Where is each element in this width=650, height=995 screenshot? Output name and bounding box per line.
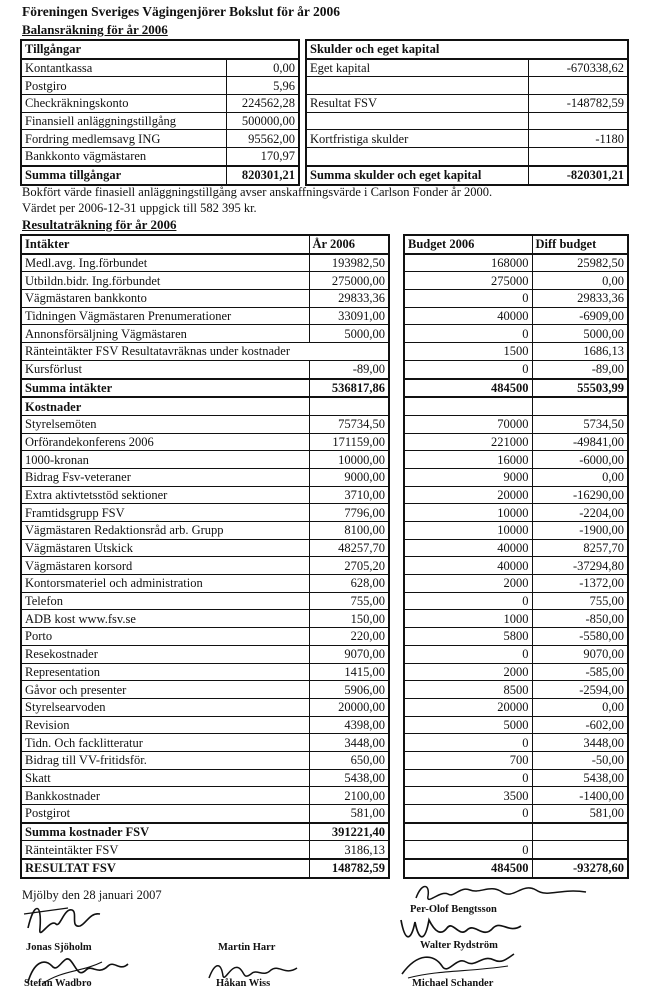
income-year: 5000,00: [309, 325, 389, 343]
table-row: [21, 805, 389, 823]
table-row: [21, 290, 389, 308]
table-row: [404, 751, 628, 769]
table-row: [404, 433, 628, 451]
cost-budget: 16000: [404, 451, 532, 469]
income-diff: 25982,50: [532, 254, 628, 272]
table-row: [21, 823, 389, 841]
cost-year: 3448,00: [309, 734, 389, 752]
liability-value: -670338,62: [528, 59, 628, 77]
cost-budget: 0: [404, 734, 532, 752]
empty-cell: [404, 397, 532, 415]
cost-label: Styrelsearvoden: [21, 698, 309, 716]
asset-value: 95562,00: [226, 130, 299, 148]
cost-budget: 5800: [404, 628, 532, 646]
table-row: [21, 379, 389, 398]
cost-label: 1000-kronan: [21, 451, 309, 469]
cost-label: Styrelsemöten: [21, 415, 309, 433]
cost-diff: 0,00: [532, 698, 628, 716]
assets-total-value: 820301,21: [226, 166, 299, 185]
assets-header: Tillgångar: [21, 40, 299, 59]
cost-label: Vägmästaren Redaktionsråd arb. Grupp: [21, 522, 309, 540]
table-row: [404, 805, 628, 823]
cost-year: 628,00: [309, 575, 389, 593]
table-row: [404, 769, 628, 787]
income-table: [20, 234, 390, 879]
table-row: [21, 415, 389, 433]
table-row: [21, 698, 389, 716]
liabilities-header: Skulder och eget kapital: [306, 40, 628, 59]
table-row: [306, 130, 628, 148]
cost-diff: 3448,00: [532, 734, 628, 752]
cost-diff: -602,00: [532, 716, 628, 734]
note-book-value: Bokfört värde finasiell anläggningstillgång avser anskaffningsvärde i Carlson Fonder år 2000.: [22, 185, 493, 199]
liability-value: [528, 148, 628, 166]
income-diff: 5000,00: [532, 325, 628, 343]
asset-value: 224562,28: [226, 95, 299, 113]
income-label: Tidningen Vägmästaren Prenumerationer: [21, 307, 309, 325]
signature-michael: [398, 948, 518, 982]
document-title: Föreningen Sveriges Vägingenjörer Bokslut för år 2006: [22, 4, 341, 19]
income-total-budget: 484500: [404, 379, 532, 398]
budget-col-diff: Diff budget: [532, 235, 628, 254]
table-row: [21, 272, 389, 290]
table-row: [404, 716, 628, 734]
table-row: [21, 539, 389, 557]
income-budget: 0: [404, 290, 532, 308]
income-budget: 40000: [404, 307, 532, 325]
income-label: Utbildn.bidr. Ing.förbundet: [21, 272, 309, 290]
table-row: [404, 592, 628, 610]
table-row: [21, 148, 299, 166]
table-row: [21, 325, 389, 343]
empty-cell: [309, 397, 389, 415]
place-date: Mjölby den 28 januari 2007: [22, 888, 162, 902]
table-row: [404, 522, 628, 540]
cost-budget: 0: [404, 805, 532, 823]
table-row: [404, 486, 628, 504]
table-row: [404, 504, 628, 522]
signatory-jonas: Jonas Sjöholm: [26, 942, 92, 953]
table-row: [21, 166, 299, 185]
cost-year: 4398,00: [309, 716, 389, 734]
signatory-walter: Walter Rydström: [420, 940, 498, 951]
cost-year: 48257,70: [309, 539, 389, 557]
asset-label: Finansiell anläggningstillgång: [21, 112, 226, 130]
cost-year: 7796,00: [309, 504, 389, 522]
signatory-stefan: Stefan Wadbro: [24, 978, 92, 989]
liability-value: -1180: [528, 130, 628, 148]
cost-budget: 40000: [404, 557, 532, 575]
income-total-year: 536817,86: [309, 379, 389, 398]
cost-label: Resekostnader: [21, 645, 309, 663]
table-row: [404, 360, 628, 378]
result-year: 148782,59: [309, 859, 389, 878]
interest-label: Ränteintäkter FSV: [21, 841, 309, 859]
income-col-label: Intäkter: [21, 235, 309, 254]
cost-diff: 581,00: [532, 805, 628, 823]
cost-budget: 9000: [404, 468, 532, 486]
liability-value: [528, 112, 628, 130]
cost-diff: -50,00: [532, 751, 628, 769]
table-row: [21, 254, 389, 272]
cost-diff: -585,00: [532, 663, 628, 681]
income-diff: 0,00: [532, 272, 628, 290]
cost-year: 650,00: [309, 751, 389, 769]
asset-value: 5,96: [226, 77, 299, 95]
table-row: [404, 235, 628, 254]
cost-year: 5906,00: [309, 681, 389, 699]
cost-label: Extra aktivtetsstöd sektioner: [21, 486, 309, 504]
table-row: [404, 681, 628, 699]
cost-budget: 0: [404, 769, 532, 787]
cost-label: Bankkostnader: [21, 787, 309, 805]
cost-diff: -2594,00: [532, 681, 628, 699]
table-row: [21, 787, 389, 805]
cost-budget: 2000: [404, 663, 532, 681]
table-row: [404, 645, 628, 663]
table-row: [21, 486, 389, 504]
cost-label: Postgirot: [21, 805, 309, 823]
table-row: [404, 325, 628, 343]
table-row: [404, 415, 628, 433]
income-year: 29833,36: [309, 290, 389, 308]
table-row: [21, 59, 299, 77]
cost-label: Kontorsmateriel och administration: [21, 575, 309, 593]
table-row: [404, 628, 628, 646]
table-row: [404, 307, 628, 325]
cost-diff: 5438,00: [532, 769, 628, 787]
cost-budget: 10000: [404, 504, 532, 522]
cost-diff: -6000,00: [532, 451, 628, 469]
assets-total-label: Summa tillgångar: [21, 166, 226, 185]
empty-cell: [532, 397, 628, 415]
income-diff: -89,00: [532, 360, 628, 378]
cost-diff: -37294,80: [532, 557, 628, 575]
table-row: [404, 787, 628, 805]
cost-label: Framtidsgrupp FSV: [21, 504, 309, 522]
table-row: [404, 451, 628, 469]
table-row: [21, 575, 389, 593]
table-row: [21, 663, 389, 681]
liabilities-total-value: -820301,21: [528, 166, 628, 185]
cost-year: 9000,00: [309, 468, 389, 486]
table-row: [404, 859, 628, 878]
income-heading: Resultaträkning för år 2006: [22, 217, 177, 232]
cost-year: 9070,00: [309, 645, 389, 663]
cost-year: 1415,00: [309, 663, 389, 681]
table-row: [404, 698, 628, 716]
table-row: [404, 823, 628, 841]
income-total-label: Summa intäkter: [21, 379, 309, 398]
asset-value: 500000,00: [226, 112, 299, 130]
signatory-michael: Michael Schander: [412, 978, 494, 989]
income-label: Medl.avg. Ing.förbundet: [21, 254, 309, 272]
cost-diff: -1400,00: [532, 787, 628, 805]
table-row: [404, 397, 628, 415]
cost-diff: -1900,00: [532, 522, 628, 540]
cost-year: 171159,00: [309, 433, 389, 451]
cost-year: 8100,00: [309, 522, 389, 540]
liability-label: [306, 77, 528, 95]
table-row: [21, 343, 389, 361]
interest-budget: 0: [404, 841, 532, 859]
cost-label: Revision: [21, 716, 309, 734]
table-row: [306, 59, 628, 77]
table-row: [21, 645, 389, 663]
cost-budget: 700: [404, 751, 532, 769]
table-row: [21, 751, 389, 769]
table-row: [21, 769, 389, 787]
liabilities-table: [305, 39, 629, 186]
table-row: [404, 539, 628, 557]
table-row: [404, 272, 628, 290]
cost-label: Skatt: [21, 769, 309, 787]
cost-label: Vägmästaren korsord: [21, 557, 309, 575]
cost-year: 10000,00: [309, 451, 389, 469]
table-row: [404, 734, 628, 752]
cost-diff: -16290,00: [532, 486, 628, 504]
asset-label: Checkräkningskonto: [21, 95, 226, 113]
table-row: [306, 77, 628, 95]
income-label: Kursförlust: [21, 360, 309, 378]
income-diff: 1686,13: [532, 343, 628, 361]
liabilities-header-row: [306, 40, 628, 59]
signature-jonas: [20, 898, 105, 946]
asset-label: Kontantkassa: [21, 59, 226, 77]
table-row: [404, 575, 628, 593]
table-row: [404, 254, 628, 272]
cost-year: 220,00: [309, 628, 389, 646]
cost-budget: 2000: [404, 575, 532, 593]
cost-label: Vägmästaren Utskick: [21, 539, 309, 557]
table-row: [21, 557, 389, 575]
signatory-martin: Martin Harr: [218, 942, 276, 953]
result-diff: -93278,60: [532, 859, 628, 878]
table-row: [21, 504, 389, 522]
table-row: [21, 628, 389, 646]
income-year: 275000,00: [309, 272, 389, 290]
cost-label: Orförandekonferens 2006: [21, 433, 309, 451]
cost-budget: 40000: [404, 539, 532, 557]
liabilities-total-label: Summa skulder och eget kapital: [306, 166, 528, 185]
balance-heading: Balansräkning för år 2006: [22, 22, 168, 37]
income-label: Vägmästaren bankkonto: [21, 290, 309, 308]
cost-label: Bidrag Fsv-veteraner: [21, 468, 309, 486]
cost-year: 75734,50: [309, 415, 389, 433]
cost-diff: -1372,00: [532, 575, 628, 593]
result-label: RESULTAT FSV: [21, 859, 309, 878]
cost-year: 5438,00: [309, 769, 389, 787]
table-row: [21, 716, 389, 734]
cost-budget: 1000: [404, 610, 532, 628]
cost-budget: 20000: [404, 486, 532, 504]
cost-diff: 755,00: [532, 592, 628, 610]
cost-label: Bidrag till VV-fritidsför.: [21, 751, 309, 769]
cost-diff: -2204,00: [532, 504, 628, 522]
table-row: [21, 522, 389, 540]
cost-diff: 8257,70: [532, 539, 628, 557]
cost-diff: -5580,00: [532, 628, 628, 646]
cost-diff: 5734,50: [532, 415, 628, 433]
cost-header-row: [21, 397, 389, 415]
cost-label: ADB kost www.fsv.se: [21, 610, 309, 628]
budget-col-budget: Budget 2006: [404, 235, 532, 254]
cost-header: Kostnader: [21, 397, 309, 415]
table-row: [404, 610, 628, 628]
table-row: [21, 95, 299, 113]
cost-budget: 221000: [404, 433, 532, 451]
cost-diff: -49841,00: [532, 433, 628, 451]
table-row: [21, 592, 389, 610]
income-col-year: År 2006: [309, 235, 389, 254]
cost-label: Telefon: [21, 592, 309, 610]
liability-value: [528, 77, 628, 95]
table-row: [21, 859, 389, 878]
asset-value: 0,00: [226, 59, 299, 77]
asset-value: 170,97: [226, 148, 299, 166]
cost-diff: -850,00: [532, 610, 628, 628]
table-row: [306, 166, 628, 185]
result-budget: 484500: [404, 859, 532, 878]
cost-budget: 70000: [404, 415, 532, 433]
income-diff: -6909,00: [532, 307, 628, 325]
assets-header-row: [21, 40, 299, 59]
cost-total-label: Summa kostnader FSV: [21, 823, 309, 841]
income-budget: 1500: [404, 343, 532, 361]
cost-year: 3710,00: [309, 486, 389, 504]
cost-budget: 5000: [404, 716, 532, 734]
table-row: [404, 841, 628, 859]
cost-year: 20000,00: [309, 698, 389, 716]
table-row: [21, 610, 389, 628]
asset-label: Bankkonto vägmästaren: [21, 148, 226, 166]
liability-label: [306, 112, 528, 130]
liability-label: [306, 148, 528, 166]
cost-diff: 0,00: [532, 468, 628, 486]
liability-label: Kortfristiga skulder: [306, 130, 528, 148]
table-row: [21, 130, 299, 148]
table-row: [404, 663, 628, 681]
table-row: [306, 112, 628, 130]
table-row: [21, 841, 389, 859]
table-row: [21, 451, 389, 469]
income-budget: 275000: [404, 272, 532, 290]
table-row: [404, 557, 628, 575]
table-row: [21, 307, 389, 325]
income-year: 33091,00: [309, 307, 389, 325]
liability-label: Eget kapital: [306, 59, 528, 77]
income-year: -89,00: [309, 360, 389, 378]
cost-year: 2705,20: [309, 557, 389, 575]
income-budget: 168000: [404, 254, 532, 272]
table-row: [21, 77, 299, 95]
table-row: [21, 468, 389, 486]
table-row: [404, 468, 628, 486]
table-row: [21, 681, 389, 699]
table-row: [21, 360, 389, 378]
cost-label: Gåvor och presenter: [21, 681, 309, 699]
liability-label: Resultat FSV: [306, 95, 528, 113]
cost-budget: 0: [404, 645, 532, 663]
income-label: Ränteintäkter FSV Resultatavräknas under kostnader: [21, 343, 389, 361]
cost-total-budget: [404, 823, 532, 841]
table-row: [21, 734, 389, 752]
table-row: [306, 95, 628, 113]
table-row: [306, 148, 628, 166]
table-row: [404, 379, 628, 398]
cost-budget: 8500: [404, 681, 532, 699]
table-row: [404, 343, 628, 361]
interest-diff: [532, 841, 628, 859]
income-label: Annonsförsäljning Vägmästaren: [21, 325, 309, 343]
cost-label: Tidn. Och facklitteratur: [21, 734, 309, 752]
table-row: [21, 433, 389, 451]
assets-table: [20, 39, 300, 186]
budget-table: [403, 234, 629, 879]
signatory-per-olof: Per-Olof Bengtsson: [410, 904, 497, 915]
income-year: 193982,50: [309, 254, 389, 272]
liability-value: -148782,59: [528, 95, 628, 113]
interest-year: 3186,13: [309, 841, 389, 859]
income-budget: 0: [404, 360, 532, 378]
note-market-value: Värdet per 2006-12-31 uppgick till 582 395 kr.: [22, 201, 257, 215]
cost-budget: 20000: [404, 698, 532, 716]
cost-year: 755,00: [309, 592, 389, 610]
cost-year: 2100,00: [309, 787, 389, 805]
table-row: [404, 290, 628, 308]
income-budget: 0: [404, 325, 532, 343]
table-row: [21, 235, 389, 254]
asset-label: Postgiro: [21, 77, 226, 95]
signatory-hakan: Håkan Wiss: [216, 978, 271, 989]
cost-total-diff: [532, 823, 628, 841]
cost-budget: 3500: [404, 787, 532, 805]
income-total-diff: 55503,99: [532, 379, 628, 398]
income-diff: 29833,36: [532, 290, 628, 308]
cost-total-year: 391221,40: [309, 823, 389, 841]
cost-year: 581,00: [309, 805, 389, 823]
cost-label: Porto: [21, 628, 309, 646]
cost-year: 150,00: [309, 610, 389, 628]
cost-budget: 10000: [404, 522, 532, 540]
cost-diff: 9070,00: [532, 645, 628, 663]
cost-budget: 0: [404, 592, 532, 610]
cost-label: Representation: [21, 663, 309, 681]
asset-label: Fordring medlemsavg ING: [21, 130, 226, 148]
table-row: [21, 112, 299, 130]
